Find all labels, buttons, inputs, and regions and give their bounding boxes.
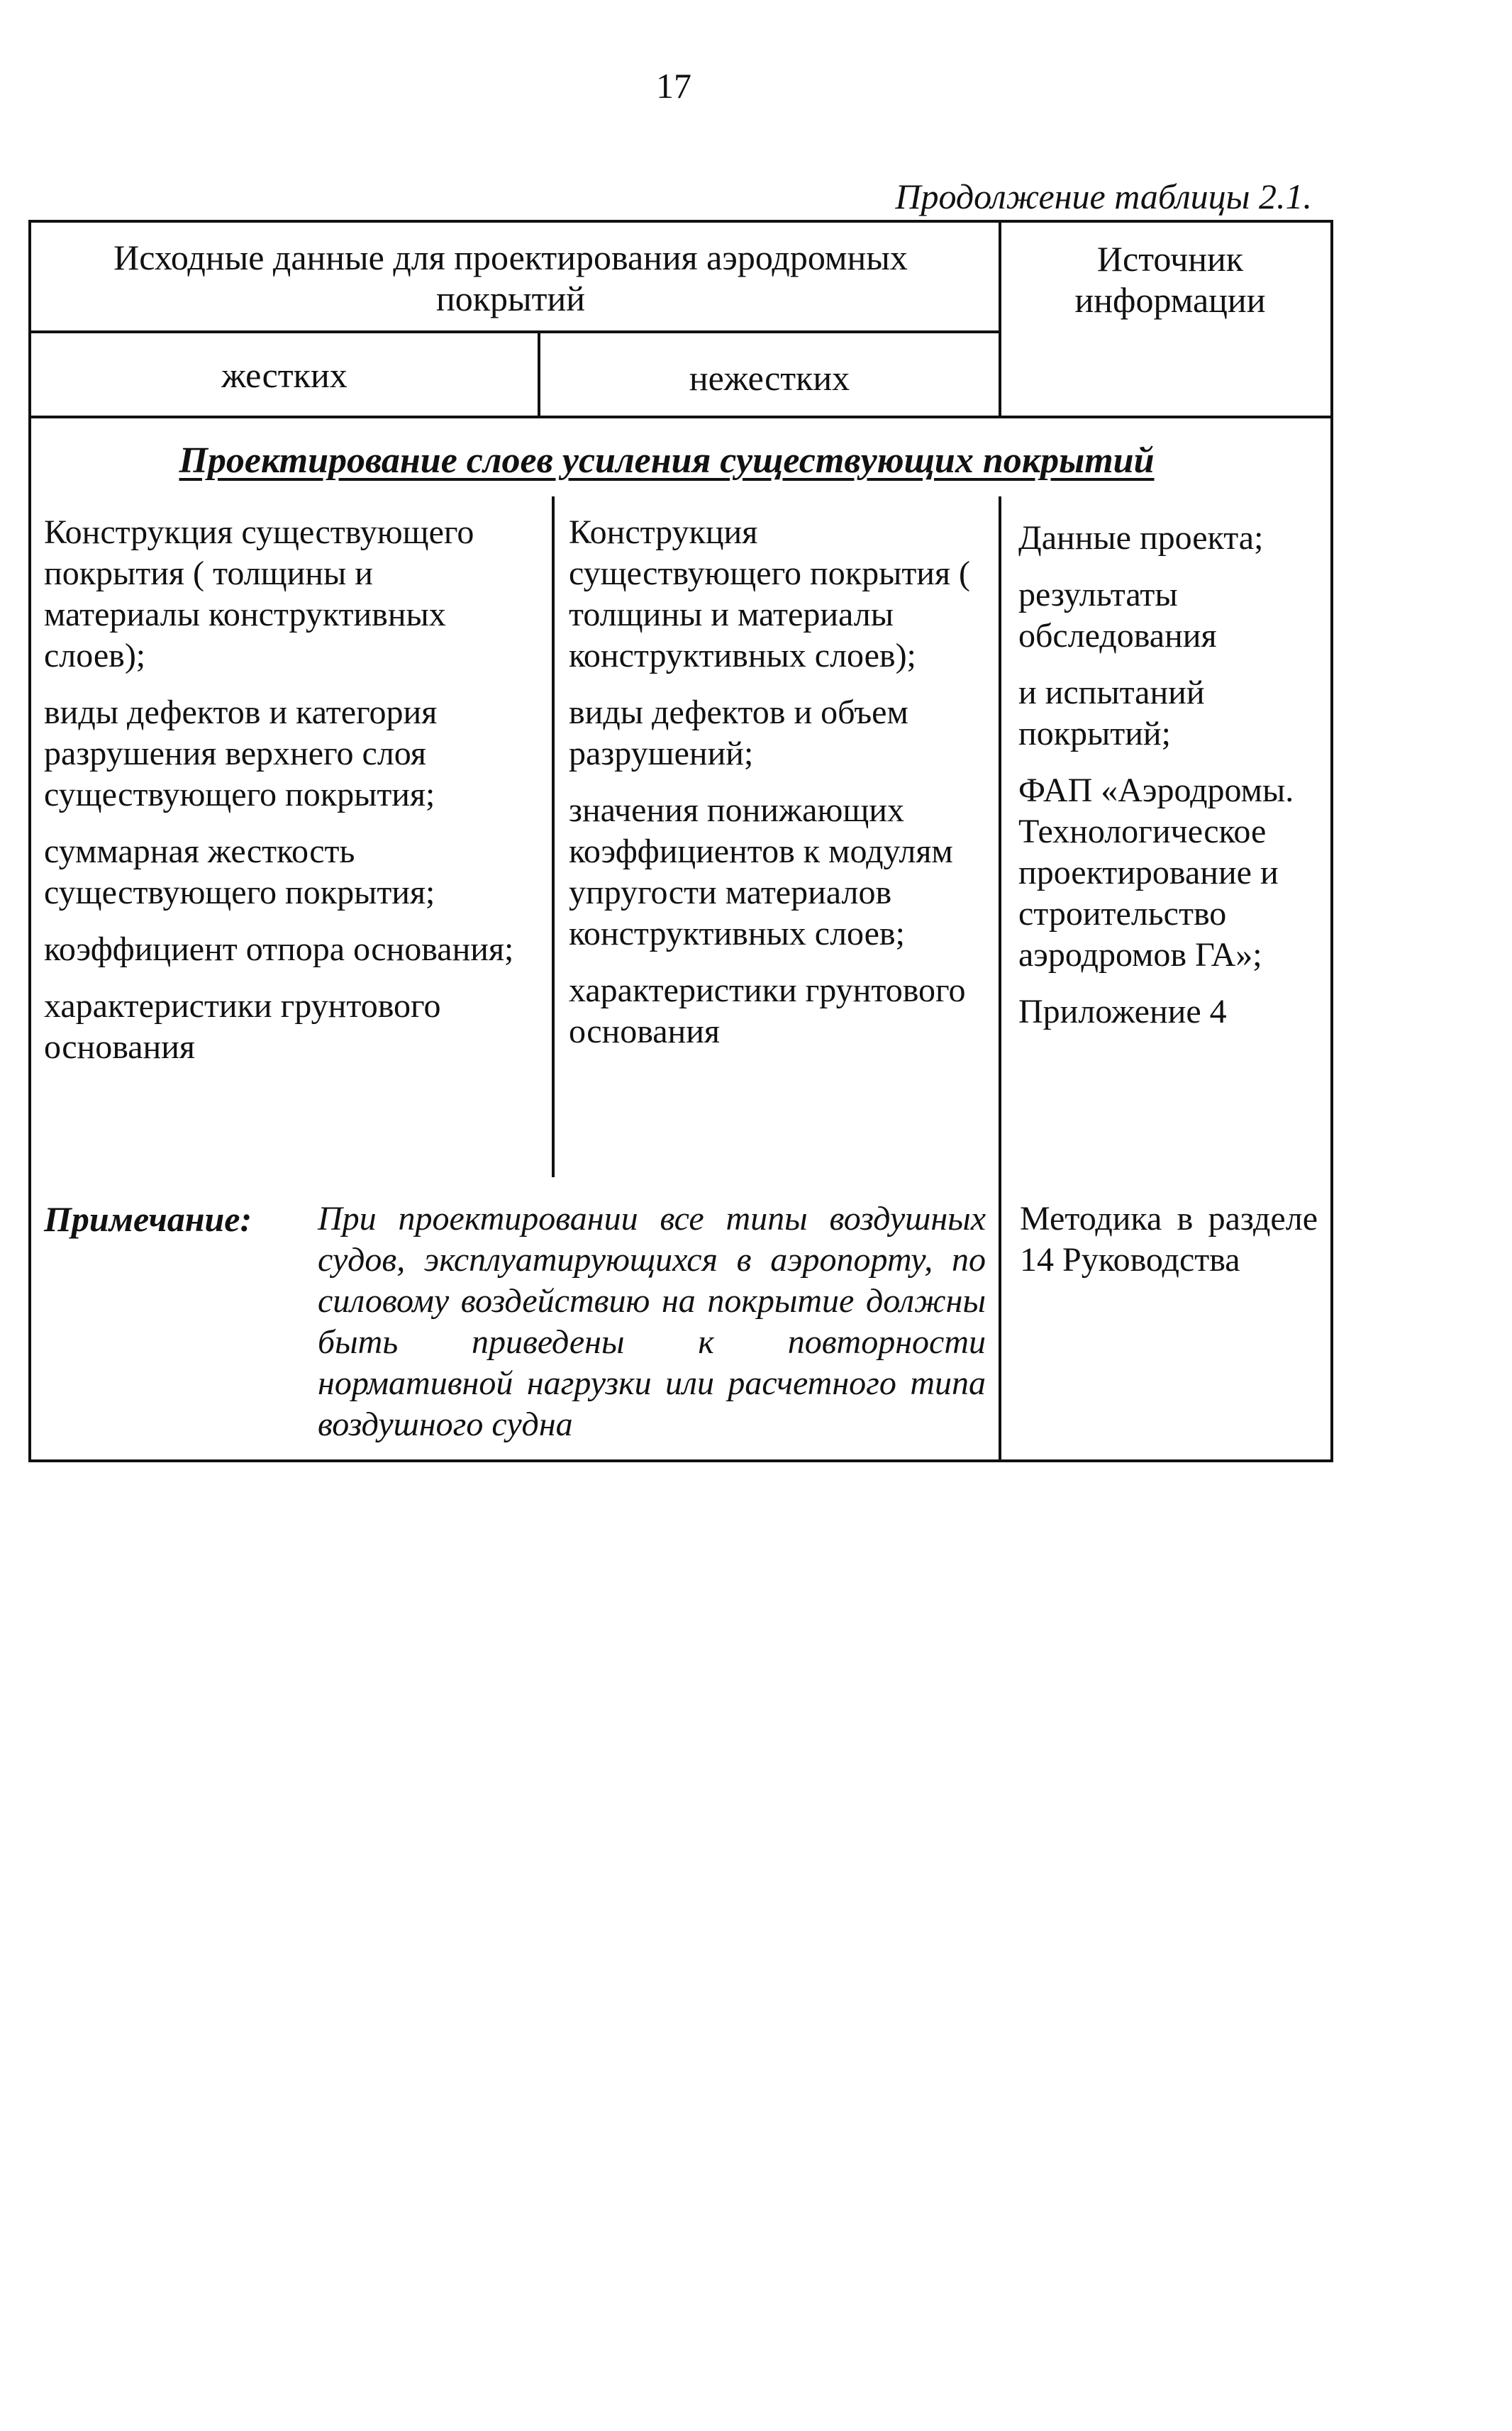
table-caption: Продолжение таблицы 2.1. xyxy=(895,177,1312,216)
rigid-column xyxy=(44,512,533,1084)
header-main: Исходные данные для проектирования аэродромных покрытий xyxy=(113,238,908,318)
nonrigid-item: виды дефектов и объем разрушений; xyxy=(569,694,908,772)
header-col-divider xyxy=(999,220,1001,418)
header-subrow-divider xyxy=(28,330,1000,333)
table-border-bottom xyxy=(28,1459,1333,1462)
rigid-item: коэффициент отпора основания; xyxy=(44,930,514,968)
header-nonrigid: нежестких xyxy=(689,358,850,398)
source-item: Данные проекта; xyxy=(1018,519,1264,557)
table-border-top xyxy=(28,220,1333,223)
note-text: При проектировании все типы воздушных судов, эксплуатирующихся в аэропорту, по силовому воздействию на покрытие должны быть приведены к повторности нормативной нагрузки или расчетного типа воздушного судна xyxy=(318,1200,986,1443)
source-item: Приложение 4 xyxy=(1018,993,1227,1030)
rigid-item: виды дефектов и категория разрушения верхнего слоя существующего покрытия; xyxy=(44,694,438,813)
nonrigid-item: характеристики грунтового основания xyxy=(569,972,966,1050)
header-rigid: жестких xyxy=(221,355,348,395)
table-border-left xyxy=(28,220,31,1462)
body-col-divider-1 xyxy=(552,496,555,1177)
nonrigid-item: значения понижающих коэффициентов к модулям упругости материалов конструктивных слоев; xyxy=(569,791,953,952)
page-number: 17 xyxy=(656,66,691,106)
nonrigid-column xyxy=(569,512,984,1068)
section-title: Проектирование слоев усиления существующих покрытий xyxy=(179,440,1155,481)
header-bottom-line xyxy=(28,416,1333,418)
header-source: Источник информации xyxy=(1074,239,1266,320)
source-item: ФАП «Аэродромы. Технологическое проектирование и строительство аэродромов ГА»; xyxy=(1018,772,1294,974)
source-item: и испытаний покрытий; xyxy=(1018,674,1205,752)
note-label: Примечание: xyxy=(44,1199,252,1239)
note-source: Методика в разделе 14 Руководства xyxy=(1020,1200,1318,1279)
rigid-item: суммарная жесткость существующего покрытия; xyxy=(44,833,435,911)
nonrigid-item: Конструкция существующего покрытия ( толщины и материалы конструктивных слоев); xyxy=(569,513,971,674)
source-column xyxy=(1018,518,1321,1048)
rigid-item: Конструкция существующего покрытия ( толщины и материалы конструктивных слоев); xyxy=(44,513,474,674)
rigid-item: характеристики грунтового основания xyxy=(44,987,441,1066)
body-col-divider-2 xyxy=(999,496,1001,1461)
source-item: результаты обследования xyxy=(1018,576,1217,655)
table-border-right xyxy=(1330,220,1333,1462)
